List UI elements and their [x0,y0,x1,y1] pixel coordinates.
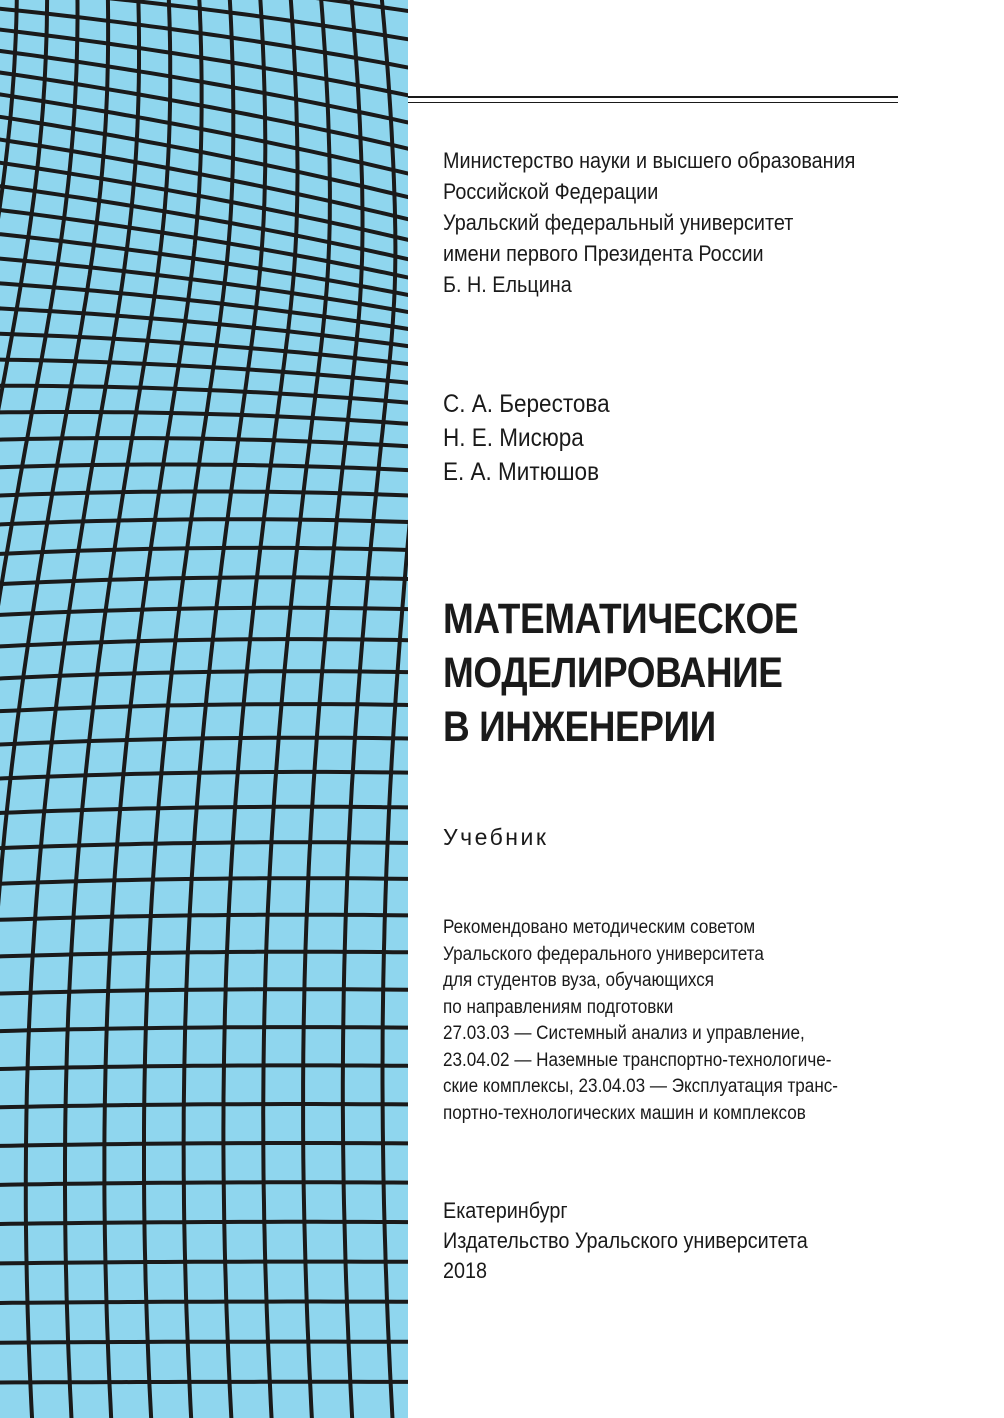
institution-line: Министерство науки и высшего образования [443,148,856,173]
warped-grid-graphic [0,0,408,1418]
recommendation-line: для студентов вуза, обучающихся [443,970,715,991]
cover-grid-illustration [0,0,408,1418]
grid-line [0,0,408,142]
institution-line: имени первого Президента России [443,241,764,266]
recommendation-line: ские комплексы, 23.04.03 — Эксплуатация транс- [443,1076,839,1097]
authors-block [443,387,610,489]
grid-line [0,465,408,551]
institution-block [443,145,855,300]
grid-line [0,1382,408,1391]
institution-line: Российской Федерации [443,179,659,204]
grid-line [0,519,408,601]
author-name: Е. А. Митюшов [443,458,600,486]
imprint-publisher: Издательство Уральского университета [443,1228,808,1253]
grid-line [302,0,362,1418]
grid-line [104,0,201,1418]
recommendation-block [443,915,838,1127]
grid-line [0,608,408,697]
title-line: В ИНЖЕНЕРИИ [443,703,716,751]
recommendation-line: по направлениям подготовки [443,996,674,1018]
recommendation-line: Рекомендовано методическим советом [443,917,756,938]
grid-line [0,577,408,665]
grid-line [0,989,408,1049]
grid-line [0,0,408,227]
grid-line [0,492,408,569]
grid-line [0,1182,408,1218]
author-name: С. А. Берестова [443,390,610,418]
author-name: Н. Е. Мисюра [443,424,584,452]
grid-line [0,128,408,459]
imprint-year: 2018 [443,1258,488,1283]
grid-line [144,0,233,1418]
recommendation-line: 27.03.03 — Системный анализ и управление, [443,1023,805,1044]
recommendation-line: Уральского федерального университета [443,943,764,965]
book-title [443,592,798,754]
recommendation-line: портно-технологических машин и комплексов [443,1102,806,1124]
imprint-city: Екатеринбург [443,1198,568,1223]
title-line: МАТЕМАТИЧЕСКОЕ [443,595,799,643]
top-rule-thin [408,102,898,103]
top-rule-thick [408,96,898,98]
recommendation-line: 23.04.02 — Наземные транспортно-технологиче- [443,1049,832,1071]
grid-line [0,1065,408,1115]
grid-line [0,1027,408,1082]
grid-line [0,1143,408,1184]
grid-line [0,548,408,634]
document-type: Учебник [443,824,549,850]
grid-line [0,0,408,184]
institution-line: Уральский федеральный университет [443,210,794,235]
imprint-block [443,1196,808,1286]
title-line: МОДЕЛИРОВАНИЕ [443,649,783,697]
institution-line: Б. Н. Ельцина [443,272,572,297]
grid-line [0,952,408,1016]
